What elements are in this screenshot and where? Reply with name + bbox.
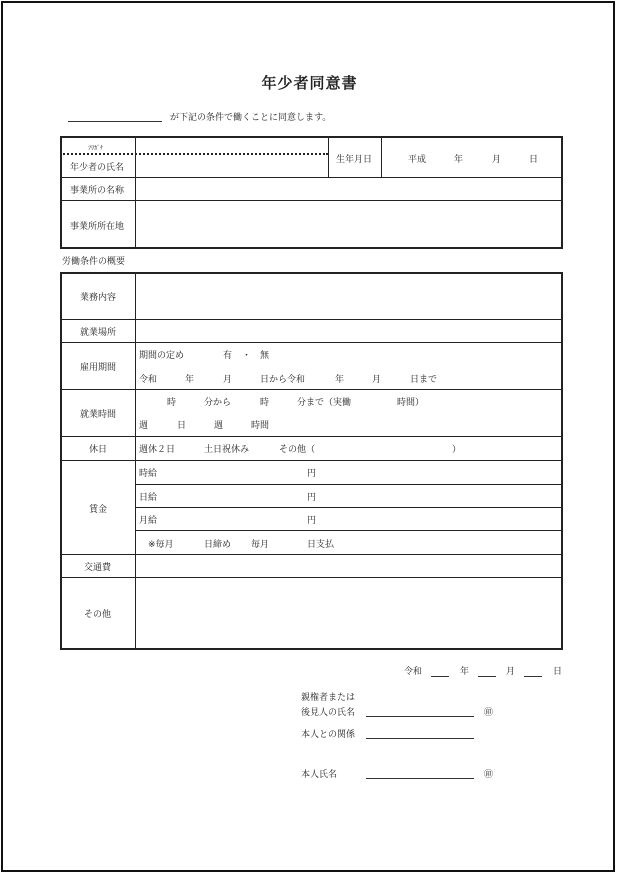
date-day-blank[interactable]: [524, 676, 542, 677]
self-name-field[interactable]: [366, 778, 474, 779]
daily-wage-label: 日給: [139, 493, 158, 503]
furigana-label: ﾌﾘｶﾞﾅ: [88, 145, 104, 152]
relation-field[interactable]: [366, 738, 474, 739]
period-month-2: 月: [372, 375, 382, 385]
job-description-field[interactable]: [137, 275, 559, 318]
end-hour-unit: 時: [260, 398, 270, 408]
hourly-yen-unit: 円: [307, 469, 317, 479]
transport-label: 交通費: [84, 563, 112, 573]
birth-month-unit: 月: [492, 155, 502, 165]
holiday-option-other[interactable]: その他（: [279, 445, 316, 455]
self-name-label: 本人氏名: [301, 770, 338, 780]
guardian-name-field[interactable]: [366, 716, 474, 717]
applicant-name-label: 年少者の氏名: [70, 163, 125, 173]
end-minute-unit: 分まで（実働: [297, 398, 352, 408]
payday-unit: 日支払: [307, 540, 335, 550]
guardian-label-line1: 親権者または: [301, 693, 356, 703]
intro-text: が下記の条件で働くことに同意します。: [170, 113, 332, 123]
payment-cycle-note: ※毎月: [148, 540, 174, 550]
other-label: その他: [84, 610, 112, 620]
working-hours-label: 就業時間: [80, 410, 117, 420]
cutoff-day-unit: 日締め: [204, 540, 232, 550]
start-hour-unit: 時: [167, 398, 177, 408]
hours-per-week-unit: 時間: [251, 421, 270, 431]
days-per-week-unit: 日: [177, 421, 187, 431]
fixed-term-text: 期間の定め: [139, 351, 185, 361]
period-year-2: 年: [335, 375, 345, 385]
week-label: 週: [139, 421, 149, 431]
week-label-2: 週: [214, 421, 224, 431]
start-minute-unit: 分から: [204, 398, 232, 408]
holiday-option-weekends[interactable]: 土日祝休み: [204, 445, 250, 455]
section-heading: 労働条件の概要: [62, 257, 126, 267]
period-from: 日から令和: [260, 375, 306, 385]
guardian-seal-mark: ㊞: [484, 708, 494, 718]
transport-field[interactable]: [137, 556, 559, 576]
date-month-blank[interactable]: [478, 676, 496, 677]
birth-date-label: 生年月日: [336, 155, 373, 165]
monthly-wage-label: 月給: [139, 516, 158, 526]
monthly-yen-unit: 円: [307, 516, 317, 526]
option-yes[interactable]: 有: [223, 351, 233, 361]
date-year-unit: 年: [460, 667, 470, 677]
period-until: 日まで: [410, 375, 438, 385]
option-separator: ・: [242, 351, 252, 361]
date-era: 令和: [404, 667, 423, 677]
applicant-name-field[interactable]: [137, 156, 327, 176]
work-place-field[interactable]: [137, 321, 559, 341]
job-description-label: 業務内容: [80, 293, 117, 303]
holiday-other-close: ）: [452, 445, 462, 455]
holiday-label: 休日: [89, 445, 108, 455]
birth-era: 平成: [408, 155, 427, 165]
actual-hours-unit: 時間）: [397, 398, 425, 408]
office-name-label: 事業所の名称: [70, 186, 125, 196]
daily-yen-unit: 円: [307, 493, 317, 503]
relation-label: 本人との関係: [301, 730, 356, 740]
office-address-label: 事業所所在地: [70, 222, 125, 232]
worker-name-blank[interactable]: [68, 121, 162, 122]
option-no[interactable]: 無: [260, 351, 270, 361]
date-year-blank[interactable]: [431, 676, 449, 677]
date-month-unit: 月: [506, 667, 516, 677]
guardian-label-line2: 後見人の氏名: [301, 708, 356, 718]
office-address-field[interactable]: [137, 202, 559, 246]
document-title: 年少者同意書: [261, 74, 358, 92]
furigana-field[interactable]: [137, 138, 327, 152]
hourly-wage-label: 時給: [139, 469, 158, 479]
wage-label: 賃金: [89, 505, 108, 515]
other-field[interactable]: [137, 579, 559, 647]
date-day-unit: 日: [553, 667, 563, 677]
self-seal-mark: ㊞: [484, 770, 494, 780]
every-month-label: 毎月: [251, 540, 270, 550]
work-place-label: 就業場所: [80, 328, 117, 338]
period-month-1: 月: [223, 375, 233, 385]
birth-year-unit: 年: [454, 155, 464, 165]
period-year-1: 年: [185, 375, 195, 385]
birth-day-unit: 日: [529, 155, 539, 165]
holiday-option-weekly-2[interactable]: 週休２日: [139, 445, 176, 455]
office-name-field[interactable]: [137, 179, 559, 199]
furigana-divider: [60, 153, 328, 155]
employment-period-label: 雇用期間: [80, 363, 117, 373]
period-era: 令和: [139, 375, 158, 385]
